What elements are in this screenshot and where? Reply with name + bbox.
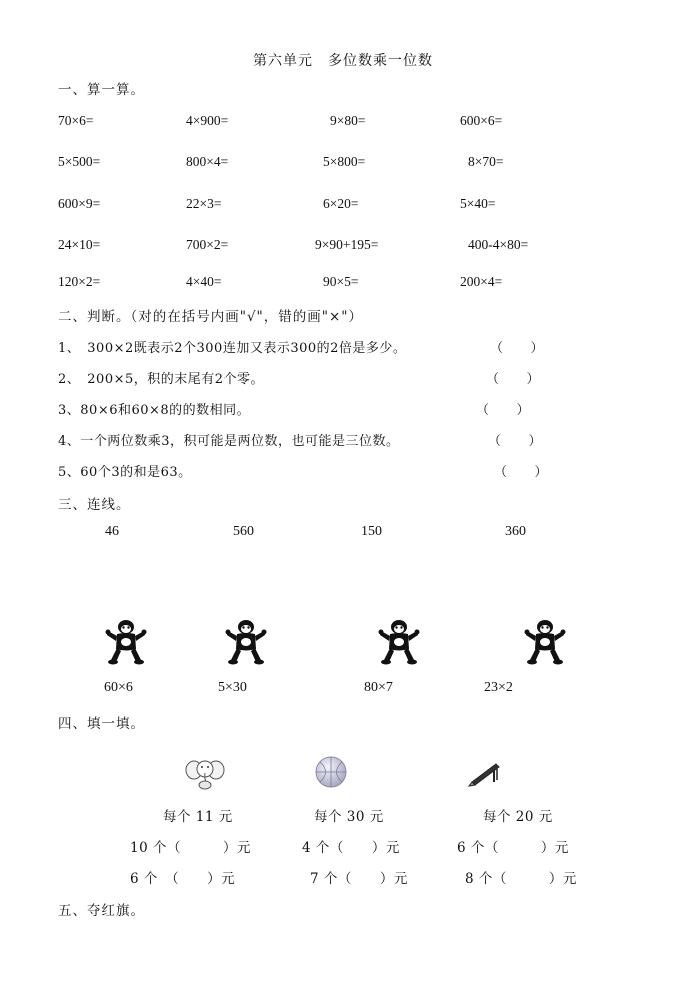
calc-item: 4×40= <box>186 274 222 289</box>
match-expression[interactable]: 60×6 <box>104 680 133 695</box>
judge-paren[interactable]: （ ） <box>476 403 531 418</box>
calc-item: 5×40= <box>460 196 496 211</box>
calc-item: 6×20= <box>323 196 359 211</box>
calc-item: 400-4×80= <box>468 237 529 252</box>
calc-item: 24×10= <box>58 237 101 252</box>
match-number[interactable]: 150 <box>361 524 382 539</box>
section-3-heading: 三、连线。 <box>58 497 131 513</box>
calc-item: 120×2= <box>58 274 101 289</box>
fill-blank[interactable]: 10 个（ ）元 <box>130 840 251 856</box>
calc-item: 9×80= <box>330 113 366 128</box>
monkey-icon <box>524 618 566 666</box>
fill-blank[interactable]: 8 个（ ）元 <box>465 871 577 887</box>
price-label: 每个 20 元 <box>483 809 553 825</box>
fill-blank[interactable]: 6 个 （ ）元 <box>130 871 236 887</box>
judge-item: 1、 300×2既表示2个300连加又表示300的2倍是多少。 <box>58 341 407 356</box>
calc-item: 4×900= <box>186 113 229 128</box>
calc-item: 22×3= <box>186 196 222 211</box>
price-label: 每个 30 元 <box>314 809 384 825</box>
match-number[interactable]: 46 <box>105 524 119 539</box>
calc-item: 700×2= <box>186 237 229 252</box>
calc-item: 70×6= <box>58 113 94 128</box>
section-1-heading: 一、算一算。 <box>58 82 145 98</box>
calc-item: 600×9= <box>58 196 101 211</box>
match-expression[interactable]: 5×30 <box>218 680 247 695</box>
judge-item: 3、80×6和60×8的的数相同。 <box>58 403 251 418</box>
page-title: 第六单元 多位数乘一位数 <box>253 53 433 69</box>
judge-paren[interactable]: （ ） <box>494 465 549 480</box>
ball-icon <box>314 755 348 789</box>
pen-icon <box>466 756 502 790</box>
match-number[interactable]: 360 <box>505 524 526 539</box>
match-number[interactable]: 560 <box>233 524 254 539</box>
judge-paren[interactable]: （ ） <box>486 372 541 387</box>
calc-item: 9×90+195= <box>315 237 379 252</box>
price-label: 每个 11 元 <box>163 809 233 825</box>
judge-item: 2、 200×5，积的末尾有2个零。 <box>58 372 265 387</box>
match-expression[interactable]: 23×2 <box>484 680 513 695</box>
calc-item: 5×800= <box>323 154 366 169</box>
match-expression[interactable]: 80×7 <box>364 680 393 695</box>
calc-item: 8×70= <box>468 154 504 169</box>
section-5-heading: 五、夺红旗。 <box>58 903 145 919</box>
monkey-icon <box>105 618 147 666</box>
section-4-heading: 四、填一填。 <box>58 716 145 732</box>
judge-paren[interactable]: （ ） <box>488 434 543 449</box>
calc-item: 200×4= <box>460 274 503 289</box>
calc-item: 5×500= <box>58 154 101 169</box>
monkey-icon <box>378 618 420 666</box>
elephant-toy-icon <box>185 755 225 791</box>
judge-item: 4、一个两位数乘3，积可能是两位数，也可能是三位数。 <box>58 434 400 449</box>
calc-item: 800×4= <box>186 154 229 169</box>
calc-item: 600×6= <box>460 113 503 128</box>
fill-blank[interactable]: 4 个（ ）元 <box>302 840 400 856</box>
monkey-icon <box>225 618 267 666</box>
calc-item: 90×5= <box>323 274 359 289</box>
fill-blank[interactable]: 6 个（ ）元 <box>457 840 569 856</box>
judge-paren[interactable]: （ ） <box>490 341 545 356</box>
section-2-heading: 二、判断。（对的在括号内画"√"，错的画"×"） <box>58 309 364 325</box>
judge-item: 5、60个3的和是63。 <box>58 465 192 480</box>
fill-blank[interactable]: 7 个（ ）元 <box>310 871 408 887</box>
